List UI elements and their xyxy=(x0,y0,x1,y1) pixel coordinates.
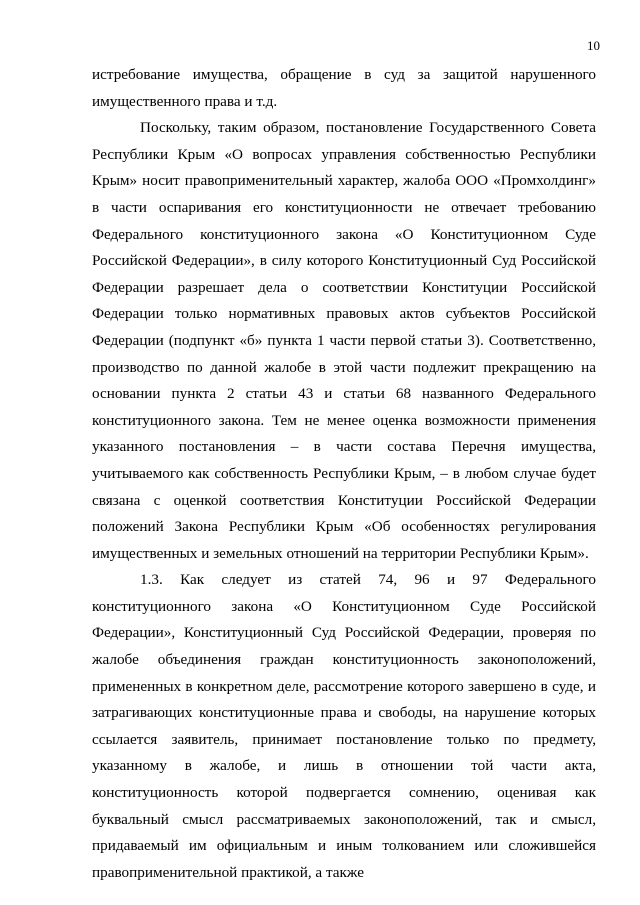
page-number: 10 xyxy=(587,38,600,53)
paragraph-continuation: истребование имущества, обращение в суд за защитой нарушенного имущественного права и т.д. xyxy=(92,66,596,110)
document-body xyxy=(92,62,596,886)
paragraph-section-1-3: 1.3. Как следует из статей 74, 96 и 97 Федерального конституционного закона «О Конституционном Суде Российской Федерации», Конституционный Суд Российской Федерации, проверяя по жалобе объединения граждан конституционность законоположений, примененных в конкретном деле, рассмотрение которого завершено в суде, и затрагивающих конституционные права и свободы, на нарушение которых ссылается заявитель, принимает постановление только по предмету, указанному в жалобе, и лишь в отношении той части акта, конституционность которой подвергается сомнению, оценивая как буквальный смысл рассматриваемых законоположений, так и смысл, придаваемый им официальным и иным толкованием или сложившейся правоприменительной практикой, а также xyxy=(92,571,596,881)
paragraph-resolution-nature: Поскольку, таким образом, постановление Государственного Совета Республики Крым «О вопросах управления собственностью Республики Крым» носит правоприменительный характер, жалоба ООО «Промхолдинг» в части оспаривания его конституционности не отвечает требованию Федерального конституционного закона «О Конституционном Суде Российской Федерации», в силу которого Конституционный Суд Российской Федерации разрешает дела о соответствии Конституции Российской Федерации только нормативных правовых актов субъектов Российской Федерации (подпункт «б» пункта 1 части первой статьи 3). Соответственно, производство по данной жалобе в этой части подлежит прекращению на основании пункта 2 статьи 43 и статьи 68 названного Федерального конституционного закона. Тем не менее оценка возможности применения указанного постановления – в части состава Перечня имущества, учитываемого как собственность Республики Крым, – в любом случае будет связана с оценкой соответствия Конституции Российской Федерации положений Закона Республики Крым «Об особенностях регулирования имущественных и земельных отношений на территории Республики Крым». xyxy=(92,119,596,562)
